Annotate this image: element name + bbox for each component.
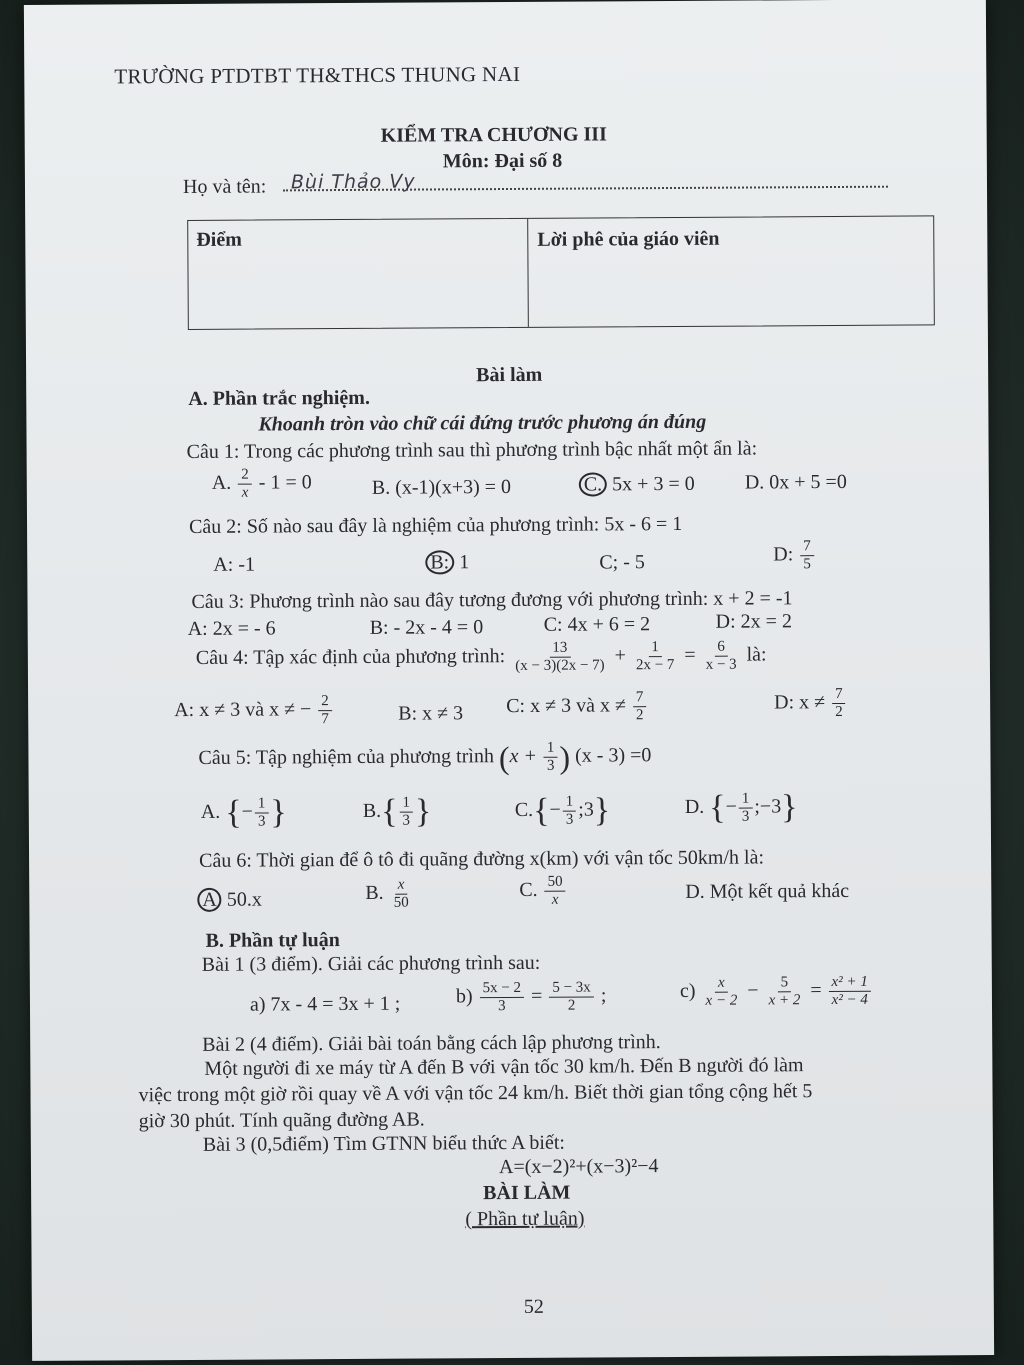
q4-option-b: B: x ≠ 3 — [398, 702, 464, 725]
q2-option-a: A: -1 — [213, 553, 256, 576]
comment-header: Lời phê của giáo viên — [537, 227, 720, 251]
bai-1-a: a) 7x - 4 = 3x + 1 ; — [249, 992, 401, 1016]
bai-3-title: Bài 3 (0,5điểm) Tìm GTNN biểu thức A biết: — [202, 1131, 565, 1156]
exam-title: KIỂM TRA CHƯƠNG III — [380, 123, 607, 147]
q4-option-d: D: x ≠ $\frac{7}{2}$ — [774, 686, 848, 721]
part-a-title: A. Phần trắc nghiệm. — [188, 386, 371, 410]
q6-option-d: D. Một kết quả khác — [685, 879, 850, 903]
q3-option-c: C: 4x + 6 = 2 — [543, 613, 651, 636]
question-1: Câu 1: Trong các phương trình sau thì phương trình bậc nhất một ẩn là: — [186, 437, 758, 463]
q2-option-b: B: 1 — [425, 550, 469, 574]
bai-1-title: Bài 1 (3 điểm). Giải các phương trình sau: — [201, 951, 541, 976]
question-4: Câu 4: Tập xác định của phương trình: $\frac{13}{(x - 3)(2x - 7)}$ + $\frac{1}{2x - 7}$ = $\frac{6}{x - 3}$ là: — [195, 638, 767, 674]
question-6: Câu 6: Thời gian để ô tô đi quãng đường x(km) với vận tốc 50km/h là: — [199, 846, 765, 872]
q4-option-c: C: x ≠ 3 và x ≠ $\frac{7}{2}$ — [506, 689, 648, 725]
student-name: Bùi Thảo Vy — [290, 170, 416, 194]
q5-option-d: D. {− $\frac{1}{3}$ ;−3} — [684, 788, 798, 827]
table-divider — [527, 219, 529, 327]
q1-option-d: D. 0x + 5 =0 — [744, 470, 847, 494]
bai-2-line-2: việc trong một giờ rồi quay về A với vận tốc 24 km/h. Biết thời gian tổng cộng hết 5 — [138, 1080, 813, 1107]
answer-circle: A — [197, 888, 222, 912]
answer-circle: C. — [579, 472, 607, 496]
q5-option-a: A. {− $\frac{1}{3}$ } — [200, 793, 287, 832]
bai-3-expression: A=(x−2)²+(x−3)²−4 — [498, 1155, 659, 1179]
bai-2-line-1: Một người đi xe máy từ A đến B với vận tốc 30 km/h. Đến B người đó làm — [204, 1054, 804, 1080]
score-header: Điểm — [196, 228, 242, 251]
part-b-title: B. Phần tự luận — [205, 929, 340, 952]
answer-circle: B: — [425, 550, 454, 574]
q5-option-b: B.{ $\frac{1}{3}$ } — [362, 792, 432, 831]
q5-option-c: C.{− $\frac{1}{3}$ ;3} — [514, 791, 611, 830]
q1-option-b: B. (x-1)(x+3) = 0 — [371, 475, 512, 499]
name-label: Họ và tên: — [182, 175, 267, 198]
part-a-instruction: Khoanh tròn vào chữ cái đứng trước phương án đúng — [258, 410, 707, 436]
q6-option-c: C. $\frac{50}{x}$ — [519, 874, 568, 909]
essay-work-heading: BÀI LÀM — [483, 1181, 571, 1205]
q6-option-a: A 50.x — [197, 888, 262, 912]
q2-option-d: D: $\frac{7}{5}$ — [773, 538, 816, 573]
exam-paper — [24, 0, 994, 1361]
bai-1-b: b) $\frac{5x - 2}{3}$ = $\frac{5 - 3x}{2}$ ; — [455, 979, 607, 1015]
bai-1-c: c) $\frac{x}{x - 2}$ − $\frac{5}{x + 2}$ = $\frac{\text{x² + 1}}{\text{x² − 4}}$ — [680, 974, 873, 1010]
q3-option-b: B: - 2x - 4 = 0 — [369, 616, 484, 639]
q6-option-b: B. $\frac{x}{50}$ — [365, 876, 409, 911]
question-2: Câu 2: Số nào sau đây là nghiệm của phương trình: 5x - 6 = 1 — [188, 512, 683, 538]
question-5: Câu 5: Tập nghiệm của phương trình (x + $\frac{1}{3}$ ) (x - 3) =0 — [198, 739, 652, 776]
score-table — [187, 215, 935, 330]
school-name: TRƯỜNG PTDTBT TH&THCS THUNG NAI — [114, 61, 521, 89]
work-heading: Bài làm — [476, 363, 543, 387]
q1-option-a: A. $\frac{2}{x}$ - 1 = 0 — [211, 466, 312, 501]
q2-option-c: C; - 5 — [599, 551, 645, 574]
q1-option-c: C. 5x + 3 = 0 — [579, 472, 695, 497]
q4-option-a: A: x ≠ 3 và x ≠ − $\frac{2}{7}$ — [174, 693, 334, 729]
question-3: Câu 3: Phương trình nào sau đây tương đương với phương trình: x + 2 = -1 — [191, 587, 793, 613]
bai-2-line-3: giờ 30 phút. Tính quãng đường AB. — [138, 1108, 425, 1133]
q3-option-a: A: 2x = - 6 — [187, 617, 276, 640]
page-number: 52 — [523, 1295, 544, 1318]
essay-work-subheading: ( Phần tự luận) — [465, 1207, 585, 1231]
bai-2-title: Bài 2 (4 điểm). Giải bài toán bằng cách lập phương trình. — [202, 1031, 661, 1056]
subject: Môn: Đại số 8 — [442, 149, 563, 173]
q3-option-d: D: 2x = 2 — [715, 610, 792, 633]
